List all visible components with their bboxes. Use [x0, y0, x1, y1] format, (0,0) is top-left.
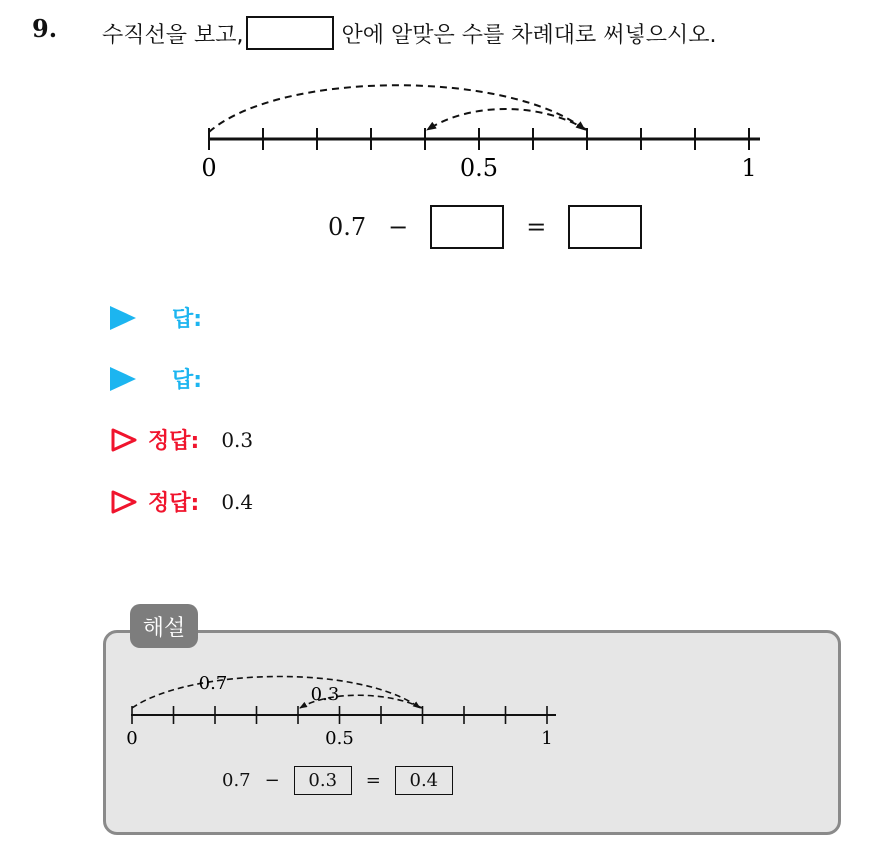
answer-label: 답: — [172, 307, 203, 332]
sol-equation-term: 0.7 — [222, 770, 251, 791]
correct-answer-label: 정답: — [148, 491, 200, 516]
sol-arc-0.7 — [132, 676, 420, 708]
solution-equation — [222, 766, 453, 795]
tick-label-0: 0 — [201, 154, 217, 182]
question-text-after: 안에 알맞은 수를 차례대로 써넣으시오. — [341, 22, 717, 48]
answer-row-2 — [110, 363, 202, 394]
correct-answer-row-2 — [110, 486, 253, 517]
outline-triangle-icon — [110, 489, 138, 515]
sol-equation-subtrahend: 0.3 — [294, 766, 352, 795]
main-equation — [328, 205, 642, 249]
sol-arc-label-0.3: 0.3 — [310, 684, 340, 705]
answer-label: 답: — [172, 368, 203, 393]
sol-tick-label-0: 0 — [126, 728, 138, 749]
question-text-before: 수직선을 보고, — [102, 22, 244, 48]
filled-triangle-icon — [110, 306, 136, 330]
solution-number-line — [0, 660, 884, 770]
arc-0.7-to-0.4 — [427, 109, 587, 130]
blank-box-sample — [246, 16, 334, 50]
arc-0-to-0.7 — [209, 85, 585, 132]
answer-row-1 — [110, 302, 202, 333]
correct-answer-row-1 — [110, 424, 253, 455]
answer-box-2[interactable] — [568, 205, 642, 249]
correct-answer-label: 정답: — [148, 429, 200, 454]
answer-box-1[interactable] — [430, 205, 504, 249]
sol-arc-label-0.7: 0.7 — [198, 673, 228, 694]
question-text — [102, 16, 717, 50]
sol-equation-result: 0.4 — [395, 766, 453, 795]
equation-equals: = — [526, 213, 547, 241]
outline-triangle-icon — [110, 427, 138, 453]
sol-equation-equals: = — [365, 770, 381, 791]
correct-answer-value: 0.4 — [221, 489, 254, 514]
correct-answer-value: 0.3 — [221, 427, 254, 452]
solution-tag: 해설 — [130, 604, 198, 648]
tick-label-1: 1 — [741, 154, 757, 182]
sol-tick-label-0.5: 0.5 — [325, 728, 354, 749]
filled-triangle-icon — [110, 367, 136, 391]
equation-minus: − — [388, 213, 409, 241]
sol-tick-label-1: 1 — [541, 728, 553, 749]
question-number: 9. — [32, 14, 58, 43]
equation-term: 0.7 — [328, 213, 367, 241]
tick-label-0.5: 0.5 — [459, 154, 499, 182]
sol-equation-minus: − — [264, 770, 280, 791]
